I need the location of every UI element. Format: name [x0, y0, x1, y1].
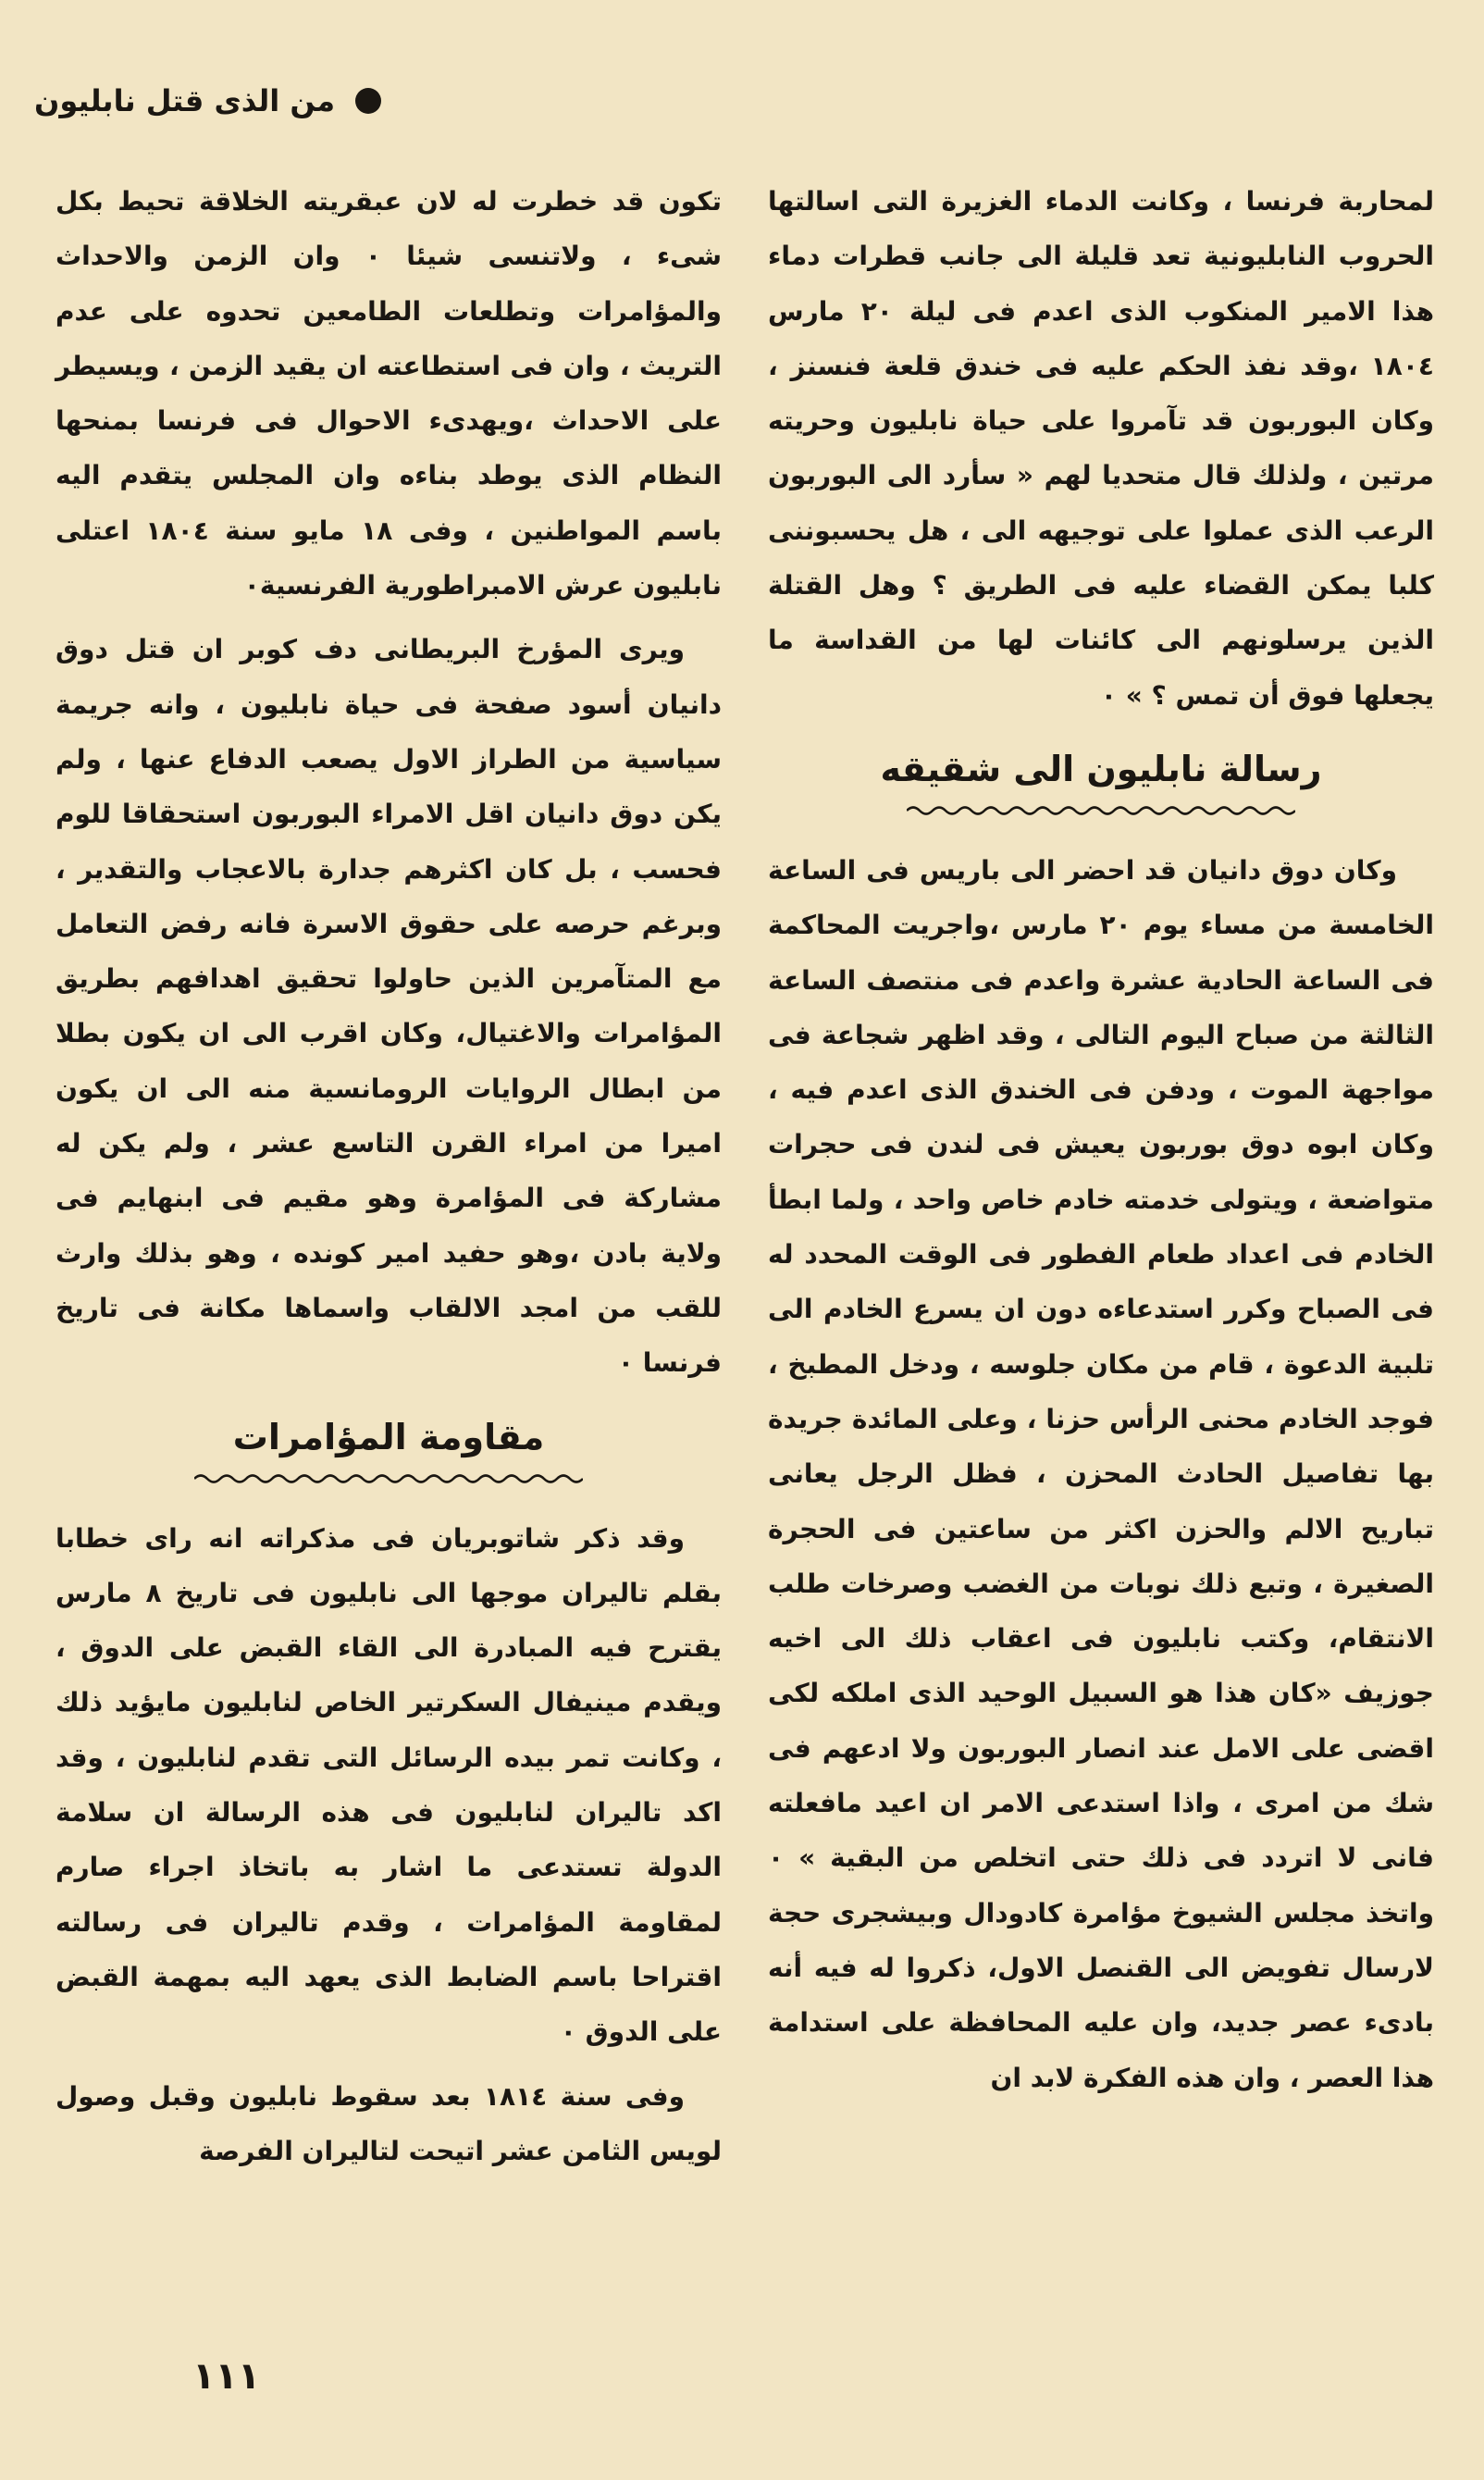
bullet-icon	[355, 88, 381, 114]
left-paragraph-4: وفى سنة ١٨١٤ بعد سقوط نابليون وقبل وصول لويس الثامن عشر اتيحت لتاليران الفرصة	[56, 2080, 722, 2166]
running-head	[34, 83, 381, 118]
wavy-underline-icon	[907, 804, 1295, 817]
running-head-title: من الذى قتل نابليون	[34, 83, 335, 118]
right-paragraph-2: وكان دوق دانيان قد احضر الى باريس فى الساعة الخامسة من مساء يوم ٢٠ مارس ،واجريت المحاكمة فى الساعة الحادية عشرة واعدم فى منتصف الساعة الثالثة من صباح اليوم التالى ، وقد اظهر شجاعة فى مواجهة الموت ، ودفن فى الخندق الذى اعدم فيه ، وكان ابوه دوق بوربون يعيش فى لندن فى حجرات متواضعة ، ويتولى خدمته خادم خاص واحد ، ولما ابطأ الخادم فى اعداد طعام الفطور فى الوقت المحدد له فى الصباح وكرر استدعاءه دون ان يسرع الخادم الى تلبية الدعوة ، قام من مكان جلوسه ، ودخل المطبخ ، فوجد الخادم محنى الرأس حزنا ، وعلى المائدة جريدة بها تفاصيل الحادث المحزن ، فظل الرجل يعانى تباريح الالم والحزن اكثر من ساعتين فى الحجرة الصغيرة ، وتبع ذلك نوبات من الغضب وصرخات طلب الانتقام، وكتب نابليون فى اعقاب ذلك الى اخيه جوزيف «كان هذا هو السبيل الوحيد الذى املكه لكى اقضى على الامل عند انصار البوربون ولا ادعهم فى شك من امرى ، واذا استدعى الامر ان اعيد مافعلته فانى لا اتردد فى ذلك حتى اتخلص من البقية » ٠ واتخذ مجلس الشيوخ مؤامرة كادودال وبيشجرى حجة لارسال تفويض الى القنصل الاول، ذكروا له فيه أنه بادىء عصر جديد، وان عليه المحافظة على استدامة هذا العصر ، وان هذه الفكرة لابد ان	[768, 854, 1434, 2093]
left-paragraph-3: وقد ذكر شاتوبريان فى مذكراته انه راى خطابا بقلم تاليران موجها الى نابليون فى تاريخ ٨ مارس يقترح فيه المبادرة الى القاء القبض على الدوق ، ويقدم مينيفال السكرتير الخاص لنابليون مايؤيد ذلك ، وكانت تمر بيده الرسائل التى تقدم لنابليون ، وقد اكد تاليران لنابليون فى هذه الرسالة ان سلامة الدولة تستدعى ما اشار به باتخاذ اجراء صارم لمقاومة المؤامرات ، وقدم تاليران فى رسالته اقتراحا باسم الضابط الذى يعهد اليه بمهمة القبض على الدوق ٠	[56, 1522, 722, 2048]
left-column	[56, 174, 722, 2188]
wavy-underline-icon	[194, 1472, 583, 1485]
page-number: ١١١	[192, 2355, 261, 2398]
right-column	[768, 174, 1434, 2114]
left-paragraph-1: تكون قد خطرت له لان عبقريته الخلاقة تحيط بكل شىء ، ولاتنسى شيئا ٠ وان الزمن والاحداث والمؤامرات وتطلعات الطامعين تحدوه على عدم التريث ، وان فى استطاعته ان يقيد الزمن ، ويسيطر على الاحداث ،ويهدىء الاحوال فى فرنسا بمنحها النظام الذى يوطد بناءه وان المجلس يتقدم اليه باسم المواطنين ، وفى ١٨ مايو سنة ١٨٠٤ اعتلى نابليون عرش الامبراطورية الفرنسية٠	[56, 186, 722, 601]
left-paragraph-2: ويرى المؤرخ البريطانى دف كوبر ان قتل دوق دانيان أسود صفحة فى حياة نابليون ، وانه جريمة سياسية من الطراز الاول يصعب الدفاع عنها ، ولم يكن دوق دانيان اقل الامراء البوربون استحقاقا للوم فحسب ، بل كان اكثرهم جدارة بالاعجاب والتقدير ، وبرغم حرصه على حقوق الاسرة فانه رفض التعامل مع المتآمرين الذين حاولوا تحقيق اهدافهم بطريق المؤامرات والاغتيال، وكان اقرب الى ان يكون بطلا من ابطال الروايات الرومانسية منه الى ان يكون اميرا من امراء القرن التاسع عشر ، ولم يكن له مشاركة فى المؤامرة وهو مقيم فى ابنهايم فى ولاية بادن ،وهو حفيد امير كونده ، وهو بذلك وارث للقب من امجد الالقاب واسماها مكانة فى تاريخ فرنسا ٠	[56, 634, 722, 1379]
section-heading-conspiracies: مقاومة المؤامرات	[232, 1416, 545, 1457]
section-heading-letter: رسالة نابليون الى شقيقه	[880, 748, 1322, 789]
right-paragraph-1: لمحاربة فرنسا ، وكانت الدماء الغزيرة التى اسالتها الحروب النابليونية تعد قليلة الى جانب قطرات دماء هذا الامير المنكوب الذى اعدم فى ليلة ٢٠ مارس ١٨٠٤ ،وقد نفذ الحكم عليه فى خندق قلعة فنسنز ، وكان البوربون قد تآمروا على حياة نابليون وحريته مرتين ، ولذلك قال متحديا لهم « سأرد الى البوربون الرعب الذى عملوا على توجيهه الى ، هل يحسبوننى كلبا يمكن القضاء عليه فى الطريق ؟ وهل القتلة الذين يرسلونهم الى كائنات لها من القداسة ما يجعلها فوق أن تمس ؟ » ٠	[768, 186, 1434, 711]
